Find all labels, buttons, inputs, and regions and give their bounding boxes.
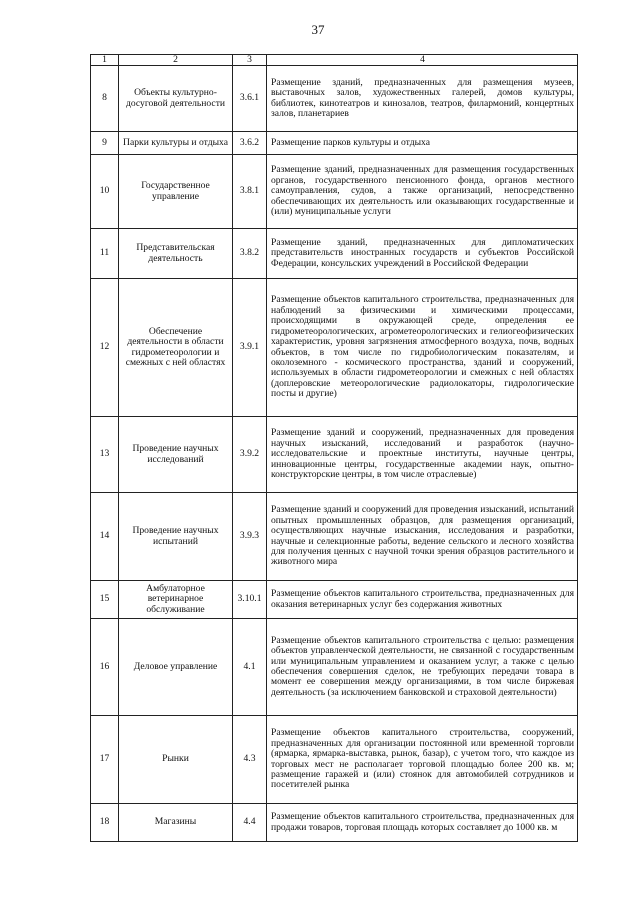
row-code: 3.8.2	[233, 229, 267, 279]
row-description: Размещение парков культуры и отдыха	[267, 132, 578, 155]
header-col-3: 3	[233, 55, 267, 66]
row-number: 18	[91, 804, 119, 842]
row-code: 4.4	[233, 804, 267, 842]
row-name: Парки культуры и отдыха	[119, 132, 233, 155]
row-number: 10	[91, 155, 119, 229]
table-row	[91, 581, 578, 619]
row-description: Размещение зданий, предназначенных для размещения государственных органов, государственного пенсионного фонда, органов местного самоуправления, судов, а также организаций, непосредственно обеспечивающих их деятельность или оказывающих государственные и (или) муниципальные услуги	[267, 155, 578, 229]
table-header-row	[91, 55, 578, 66]
row-description: Размещение объектов капитального строительства, предназначенных для наблюдений за физическими и химическими процессами, происходящими в окружающей среде, определения ее гидрометеорологических, агрометеорологических и гелиогеофизических характеристик, уровня загрязнения атмосферного воздуха, почв, водных объектов, в том числе по гидробиологическим показателям, и околоземного - космического пространства, зданий и сооружений, используемых в области гидрометеорологии и смежных с ней областях (доплеровские метеорологические радиолокаторы, гидрологические посты и другие)	[267, 279, 578, 417]
table-row	[91, 279, 578, 417]
row-description: Размещение зданий и сооружений, предназначенных для проведения научных изысканий, исследований и разработок (научно-исследовательские и проектные институты, научные центры, инновационные центры, государственные академии наук, опытно-конструкторские центры, в том числе отраслевые)	[267, 417, 578, 493]
row-description: Размещение объектов капитального строительства, сооружений, предназначенных для организации постоянной или временной торговли (ярмарка, ярмарка-выставка, рынок, базар), с учетом того, что каждое из торговых мест не располагает торговой площадью более 200 кв. м; размещение гаражей и (или) стоянок для автомобилей сотрудников и посетителей рынка	[267, 716, 578, 804]
row-description: Размещение объектов капитального строительства, предназначенных для продажи товаров, торговая площадь которых составляет до 1000 кв. м	[267, 804, 578, 842]
row-name: Магазины	[119, 804, 233, 842]
row-name: Рынки	[119, 716, 233, 804]
row-name: Представительская деятельность	[119, 229, 233, 279]
table-row	[91, 229, 578, 279]
land-use-table	[90, 54, 578, 842]
row-code: 3.6.2	[233, 132, 267, 155]
row-code: 3.9.3	[233, 493, 267, 581]
row-code: 4.1	[233, 619, 267, 716]
row-description: Размещение объектов капитального строительства, предназначенных для оказания ветеринарных услуг без содержания животных	[267, 581, 578, 619]
row-code: 3.6.1	[233, 66, 267, 132]
row-description: Размещение объектов капитального строительства с целью: размещения объектов управленческой деятельности, не связанной с государственным или муниципальным управлением и оказанием услуг, а также с целью обеспечения совершения сделок, не требующих передачи товара в момент ее совершения между организациями, в том числе биржевая деятельность (за исключением банковской и страховой деятельности)	[267, 619, 578, 716]
row-code: 4.3	[233, 716, 267, 804]
row-number: 13	[91, 417, 119, 493]
table-body	[91, 55, 578, 842]
row-name: Проведение научных испытаний	[119, 493, 233, 581]
row-number: 8	[91, 66, 119, 132]
page-number: 37	[311, 22, 325, 37]
row-code: 3.9.1	[233, 279, 267, 417]
row-number: 17	[91, 716, 119, 804]
table-row	[91, 66, 578, 132]
row-name: Амбулаторное ветеринарное обслуживание	[119, 581, 233, 619]
row-description: Размещение зданий, предназначенных для дипломатических представительств иностранных государств и субъектов Российской Федерации, консульских учреждений в Российской Федерации	[267, 229, 578, 279]
row-code: 3.10.1	[233, 581, 267, 619]
row-number: 14	[91, 493, 119, 581]
table-row	[91, 132, 578, 155]
row-code: 3.8.1	[233, 155, 267, 229]
row-description: Размещение зданий и сооружений для проведения изысканий, испытаний опытных промышленных образцов, для размещения организаций, осуществляющих научные изыскания, исследования и разработки, научные и селекционные работы, ведение сельского и лесного хозяйства для получения ценных с научной точки зрения образцов растительного и животного мира	[267, 493, 578, 581]
row-number: 9	[91, 132, 119, 155]
row-code: 3.9.2	[233, 417, 267, 493]
row-number: 12	[91, 279, 119, 417]
table-row	[91, 493, 578, 581]
row-name: Деловое управление	[119, 619, 233, 716]
row-description: Размещение зданий, предназначенных для размещения музеев, выставочных залов, художественных галерей, домов культуры, библиотек, кинотеатров и кинозалов, театров, филармоний, концертных залов, планетариев	[267, 66, 578, 132]
row-name: Объекты культурно-досуговой деятельности	[119, 66, 233, 132]
row-number: 15	[91, 581, 119, 619]
row-number: 11	[91, 229, 119, 279]
table-row	[91, 619, 578, 716]
header-col-1: 1	[91, 55, 119, 66]
table-row	[91, 804, 578, 842]
table-row	[91, 417, 578, 493]
table-row	[91, 155, 578, 229]
table-row	[91, 716, 578, 804]
row-number: 16	[91, 619, 119, 716]
row-name: Обеспечение деятельности в области гидрометеорологии и смежных с ней областях	[119, 279, 233, 417]
header-col-2: 2	[119, 55, 233, 66]
row-name: Государственное управление	[119, 155, 233, 229]
header-col-4: 4	[267, 55, 578, 66]
row-name: Проведение научных исследований	[119, 417, 233, 493]
